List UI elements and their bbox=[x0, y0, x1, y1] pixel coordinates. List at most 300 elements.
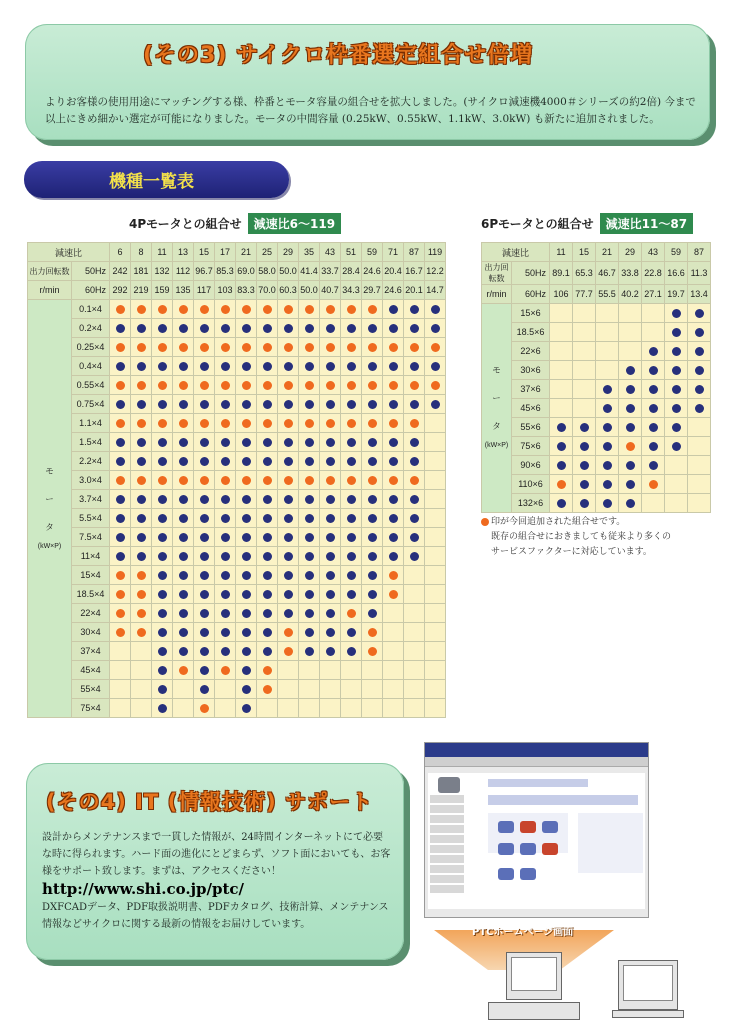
combo-cell bbox=[173, 376, 194, 395]
combo-cell bbox=[236, 376, 257, 395]
combo-cell bbox=[341, 471, 362, 490]
combo-cell bbox=[236, 414, 257, 433]
combo-cell bbox=[425, 604, 446, 623]
existing-combo-dot bbox=[672, 385, 681, 394]
combo-cell bbox=[278, 604, 299, 623]
existing-combo-dot bbox=[242, 647, 251, 656]
combo-cell bbox=[619, 418, 642, 437]
table-row bbox=[28, 452, 446, 471]
combo-cell bbox=[152, 566, 173, 585]
combo-cell bbox=[215, 680, 236, 699]
combo-cell bbox=[152, 395, 173, 414]
combo-cell bbox=[619, 304, 642, 323]
existing-combo-dot bbox=[672, 442, 681, 451]
combo-cell bbox=[688, 304, 711, 323]
table-row bbox=[28, 471, 446, 490]
new-combo-dot bbox=[116, 381, 125, 390]
combo-cell bbox=[215, 547, 236, 566]
existing-combo-dot bbox=[179, 438, 188, 447]
combo-cell bbox=[257, 680, 278, 699]
motor-capacity: 90×6 bbox=[512, 456, 550, 475]
combo-cell bbox=[194, 547, 215, 566]
existing-combo-dot bbox=[242, 666, 251, 675]
existing-combo-dot bbox=[626, 366, 635, 375]
combo-cell bbox=[152, 585, 173, 604]
motor-capacity: 15×4 bbox=[72, 566, 110, 585]
hz50-label: 50Hz bbox=[512, 262, 550, 285]
combo-cell bbox=[236, 319, 257, 338]
existing-combo-dot bbox=[389, 533, 398, 542]
combo-cell bbox=[194, 490, 215, 509]
combo-cell bbox=[320, 566, 341, 585]
speed-60hz-value: 159 bbox=[152, 281, 173, 300]
combo-cell bbox=[425, 414, 446, 433]
speed-60hz-value: 14.7 bbox=[425, 281, 446, 300]
speed-50hz-value: 41.4 bbox=[299, 262, 320, 281]
existing-combo-dot bbox=[200, 400, 209, 409]
new-combo-dot bbox=[158, 476, 167, 485]
existing-combo-dot bbox=[305, 438, 314, 447]
combo-cell bbox=[665, 323, 688, 342]
combo-cell bbox=[642, 399, 665, 418]
computer-body-icon bbox=[488, 1002, 580, 1020]
combo-cell bbox=[173, 642, 194, 661]
motor-capacity: 0.2×4 bbox=[72, 319, 110, 338]
combo-cell bbox=[550, 361, 573, 380]
existing-combo-dot bbox=[649, 442, 658, 451]
existing-combo-dot bbox=[137, 457, 146, 466]
new-combo-dot bbox=[137, 476, 146, 485]
combo-cell bbox=[110, 300, 131, 319]
section4-text bbox=[42, 829, 392, 933]
combo-cell bbox=[278, 395, 299, 414]
ratio-value: 87 bbox=[688, 243, 711, 262]
existing-combo-dot bbox=[263, 628, 272, 637]
table-row bbox=[28, 414, 446, 433]
combo-cell bbox=[110, 452, 131, 471]
combo-cell bbox=[665, 361, 688, 380]
existing-combo-dot bbox=[672, 347, 681, 356]
combo-cell bbox=[550, 475, 573, 494]
existing-combo-dot bbox=[284, 590, 293, 599]
existing-combo-dot bbox=[284, 514, 293, 523]
existing-combo-dot bbox=[431, 305, 440, 314]
existing-combo-dot bbox=[389, 514, 398, 523]
combo-cell bbox=[257, 547, 278, 566]
combo-cell bbox=[320, 680, 341, 699]
speed-60hz-value: 19.7 bbox=[665, 285, 688, 304]
existing-combo-dot bbox=[137, 495, 146, 504]
existing-combo-dot bbox=[695, 404, 704, 413]
new-combo-dot bbox=[368, 647, 377, 656]
combo-cell bbox=[110, 661, 131, 680]
new-combo-dot bbox=[116, 419, 125, 428]
section4-url[interactable]: http://www.shi.co.jp/ptc/ bbox=[42, 880, 244, 898]
combo-cell bbox=[320, 395, 341, 414]
existing-combo-dot bbox=[557, 461, 566, 470]
unit-header: r/min bbox=[482, 285, 512, 304]
combo-cell bbox=[194, 680, 215, 699]
new-combo-dot bbox=[368, 419, 377, 428]
existing-combo-dot bbox=[158, 647, 167, 656]
motor-capacity: 37×4 bbox=[72, 642, 110, 661]
combo-cell bbox=[194, 661, 215, 680]
combo-cell bbox=[278, 509, 299, 528]
combo-cell bbox=[257, 585, 278, 604]
existing-combo-dot bbox=[672, 309, 681, 318]
motor-capacity: 15×6 bbox=[512, 304, 550, 323]
table-row bbox=[28, 509, 446, 528]
combo-cell bbox=[257, 623, 278, 642]
motor-capacity: 55×6 bbox=[512, 418, 550, 437]
new-combo-dot bbox=[158, 419, 167, 428]
speed-50hz-value: 96.7 bbox=[194, 262, 215, 281]
table-row bbox=[482, 380, 711, 399]
ratio-value: 87 bbox=[404, 243, 425, 262]
new-combo-dot bbox=[368, 476, 377, 485]
speed-50hz-value: 85.3 bbox=[215, 262, 236, 281]
existing-combo-dot bbox=[200, 590, 209, 599]
existing-combo-dot bbox=[326, 324, 335, 333]
new-combo-dot bbox=[263, 381, 272, 390]
combo-cell bbox=[425, 623, 446, 642]
combo-cell bbox=[278, 471, 299, 490]
motor-capacity: 18.5×4 bbox=[72, 585, 110, 604]
combo-cell bbox=[383, 471, 404, 490]
speed-50hz-value: 50.0 bbox=[278, 262, 299, 281]
existing-combo-dot bbox=[221, 400, 230, 409]
existing-combo-dot bbox=[305, 495, 314, 504]
combo-cell bbox=[320, 300, 341, 319]
speed-60hz-value: 29.7 bbox=[362, 281, 383, 300]
existing-combo-dot bbox=[305, 609, 314, 618]
combo-cell bbox=[215, 357, 236, 376]
combo-cell bbox=[404, 433, 425, 452]
existing-combo-dot bbox=[221, 438, 230, 447]
combo-cell bbox=[362, 338, 383, 357]
existing-combo-dot bbox=[221, 514, 230, 523]
combo-cell bbox=[131, 604, 152, 623]
screenshot-page bbox=[428, 773, 645, 909]
combo-cell bbox=[341, 623, 362, 642]
combo-cell bbox=[299, 680, 320, 699]
combo-cell bbox=[215, 566, 236, 585]
combo-cell bbox=[152, 300, 173, 319]
new-combo-dot bbox=[116, 609, 125, 618]
motor-capacity: 0.25×4 bbox=[72, 338, 110, 357]
combo-cell bbox=[236, 661, 257, 680]
new-combo-dot bbox=[326, 343, 335, 352]
combo-cell bbox=[299, 376, 320, 395]
new-combo-dot bbox=[263, 476, 272, 485]
existing-combo-dot bbox=[695, 366, 704, 375]
ratio-value: 6 bbox=[110, 243, 131, 262]
combo-cell bbox=[665, 304, 688, 323]
existing-combo-dot bbox=[695, 309, 704, 318]
combo-cell bbox=[665, 494, 688, 513]
combo-cell bbox=[573, 456, 596, 475]
existing-combo-dot bbox=[557, 423, 566, 432]
combo-cell bbox=[173, 604, 194, 623]
existing-combo-dot bbox=[116, 400, 125, 409]
combo-cell bbox=[619, 380, 642, 399]
combo-cell bbox=[320, 528, 341, 547]
motor-capacity: 2.2×4 bbox=[72, 452, 110, 471]
existing-combo-dot bbox=[410, 457, 419, 466]
combo-cell bbox=[215, 376, 236, 395]
motor-capacity: 1.5×4 bbox=[72, 433, 110, 452]
new-combo-dot bbox=[410, 343, 419, 352]
combo-cell bbox=[320, 338, 341, 357]
combo-cell bbox=[425, 376, 446, 395]
existing-combo-dot bbox=[672, 328, 681, 337]
combo-cell bbox=[320, 509, 341, 528]
combo-cell bbox=[257, 490, 278, 509]
existing-combo-dot bbox=[389, 495, 398, 504]
combo-cell bbox=[362, 547, 383, 566]
motor-capacity: 11×4 bbox=[72, 547, 110, 566]
combo-cell bbox=[341, 433, 362, 452]
combo-cell bbox=[341, 604, 362, 623]
combo-cell bbox=[404, 623, 425, 642]
existing-combo-dot bbox=[137, 324, 146, 333]
existing-combo-dot bbox=[221, 571, 230, 580]
combo-cell bbox=[257, 319, 278, 338]
combo-cell bbox=[383, 680, 404, 699]
speed-60hz-value: 219 bbox=[131, 281, 152, 300]
combo-cell bbox=[383, 528, 404, 547]
combo-cell bbox=[278, 452, 299, 471]
existing-combo-dot bbox=[284, 457, 293, 466]
table6p-title: 6Pモータとの組合せ bbox=[481, 217, 594, 231]
existing-combo-dot bbox=[347, 590, 356, 599]
combo-cell bbox=[320, 623, 341, 642]
combo-cell bbox=[383, 490, 404, 509]
section4-body1: 設計からメンテナンスまで一貫した情報が、24時間インターネットにて必要な時に得られます。ハード面の進化にとどまらず、ソフト面においても、お客様をサポート致します。まずは、アクセスください！ bbox=[42, 832, 391, 877]
new-combo-dot bbox=[284, 343, 293, 352]
combo-cell bbox=[404, 376, 425, 395]
table-row bbox=[482, 342, 711, 361]
combo-cell bbox=[131, 414, 152, 433]
new-combo-dot bbox=[179, 343, 188, 352]
new-combo-dot bbox=[389, 571, 398, 580]
new-combo-dot bbox=[263, 419, 272, 428]
new-combo-dot bbox=[179, 419, 188, 428]
motor-capacity: 3.7×4 bbox=[72, 490, 110, 509]
combo-cell bbox=[341, 452, 362, 471]
combo-cell bbox=[278, 319, 299, 338]
combo-cell bbox=[131, 490, 152, 509]
combo-cell bbox=[619, 361, 642, 380]
combo-cell bbox=[215, 471, 236, 490]
combo-cell bbox=[341, 414, 362, 433]
screenshot-product-1 bbox=[498, 821, 514, 833]
combo-cell bbox=[642, 323, 665, 342]
existing-combo-dot bbox=[137, 362, 146, 371]
new-combo-dot bbox=[410, 476, 419, 485]
new-combo-dot bbox=[347, 343, 356, 352]
existing-combo-dot bbox=[158, 457, 167, 466]
combo-cell bbox=[299, 661, 320, 680]
combo-cell bbox=[110, 604, 131, 623]
combo-cell bbox=[573, 380, 596, 399]
combo-cell bbox=[320, 452, 341, 471]
combo-cell bbox=[596, 475, 619, 494]
motor-capacity: 75×6 bbox=[512, 437, 550, 456]
new-combo-dot bbox=[389, 419, 398, 428]
combo-cell bbox=[299, 566, 320, 585]
existing-combo-dot bbox=[158, 400, 167, 409]
existing-combo-dot bbox=[347, 457, 356, 466]
existing-combo-dot bbox=[137, 552, 146, 561]
combo-cell bbox=[619, 342, 642, 361]
screenshot-header-block bbox=[488, 779, 588, 787]
combo-cell bbox=[173, 623, 194, 642]
existing-combo-dot bbox=[431, 400, 440, 409]
existing-combo-dot bbox=[368, 324, 377, 333]
speed-50hz-value: 12.2 bbox=[425, 262, 446, 281]
existing-combo-dot bbox=[695, 328, 704, 337]
new-combo-dot bbox=[410, 419, 419, 428]
combo-cell bbox=[383, 661, 404, 680]
combo-cell bbox=[341, 338, 362, 357]
motor-capacity: 22×6 bbox=[512, 342, 550, 361]
new-combo-dot bbox=[389, 381, 398, 390]
existing-combo-dot bbox=[389, 362, 398, 371]
existing-combo-dot bbox=[116, 324, 125, 333]
combo-cell bbox=[320, 433, 341, 452]
laptop-base-icon bbox=[612, 1010, 684, 1018]
existing-combo-dot bbox=[263, 438, 272, 447]
existing-combo-dot bbox=[221, 495, 230, 504]
combo-cell bbox=[688, 380, 711, 399]
existing-combo-dot bbox=[347, 552, 356, 561]
combo-cell bbox=[194, 319, 215, 338]
combo-cell bbox=[173, 699, 194, 718]
combo-cell bbox=[425, 547, 446, 566]
existing-combo-dot bbox=[626, 499, 635, 508]
combo-cell bbox=[688, 418, 711, 437]
combo-cell bbox=[236, 490, 257, 509]
table-row bbox=[482, 456, 711, 475]
existing-combo-dot bbox=[649, 347, 658, 356]
combo-cell bbox=[404, 509, 425, 528]
combo-cell bbox=[383, 699, 404, 718]
combo-cell bbox=[573, 361, 596, 380]
combo-cell bbox=[404, 395, 425, 414]
combo-cell bbox=[425, 395, 446, 414]
motor-capacity: 3.0×4 bbox=[72, 471, 110, 490]
speed-header: 出力回転数 bbox=[482, 262, 512, 285]
combo-cell bbox=[596, 361, 619, 380]
combo-cell bbox=[550, 399, 573, 418]
new-combo-dot bbox=[116, 571, 125, 580]
motor-capacity: 7.5×4 bbox=[72, 528, 110, 547]
existing-combo-dot bbox=[263, 552, 272, 561]
motor-capacity: 0.4×4 bbox=[72, 357, 110, 376]
ratio-value: 71 bbox=[383, 243, 404, 262]
existing-combo-dot bbox=[179, 514, 188, 523]
combo-cell bbox=[341, 490, 362, 509]
combo-cell bbox=[404, 585, 425, 604]
combo-cell bbox=[257, 528, 278, 547]
existing-combo-dot bbox=[221, 590, 230, 599]
new-combo-dot bbox=[158, 305, 167, 314]
combo-cell bbox=[404, 338, 425, 357]
combo-cell bbox=[642, 361, 665, 380]
new-combo-dot bbox=[116, 305, 125, 314]
combo-cell bbox=[215, 661, 236, 680]
existing-combo-dot bbox=[284, 609, 293, 618]
combo-cell bbox=[404, 319, 425, 338]
combo-cell bbox=[362, 699, 383, 718]
combo-cell bbox=[257, 509, 278, 528]
unit-header: r/min bbox=[28, 281, 72, 300]
new-combo-dot bbox=[263, 343, 272, 352]
combo-cell bbox=[215, 623, 236, 642]
combo-cell bbox=[257, 642, 278, 661]
existing-combo-dot bbox=[242, 495, 251, 504]
table-row bbox=[28, 376, 446, 395]
combo-cell bbox=[688, 399, 711, 418]
combo-cell bbox=[257, 699, 278, 718]
section4-title: (その4) IT (情報技術) サポート bbox=[46, 790, 374, 814]
combo-cell bbox=[425, 300, 446, 319]
existing-combo-dot bbox=[368, 514, 377, 523]
combo-cell bbox=[194, 452, 215, 471]
combo-cell bbox=[110, 357, 131, 376]
ratio-value: 11 bbox=[550, 243, 573, 262]
combo-cell bbox=[110, 547, 131, 566]
combo-cell bbox=[299, 585, 320, 604]
speed-50hz-value: 69.0 bbox=[236, 262, 257, 281]
combo-cell bbox=[173, 357, 194, 376]
existing-combo-dot bbox=[200, 685, 209, 694]
combo-cell bbox=[341, 547, 362, 566]
table-row bbox=[28, 490, 446, 509]
existing-combo-dot bbox=[242, 552, 251, 561]
table-row bbox=[28, 680, 446, 699]
existing-combo-dot bbox=[158, 324, 167, 333]
combo-cell bbox=[173, 414, 194, 433]
section3-title: (その3) サイクロ枠番選定組合せ倍増 bbox=[143, 43, 534, 68]
combo-cell bbox=[341, 661, 362, 680]
existing-combo-dot bbox=[368, 571, 377, 580]
combo-cell bbox=[194, 585, 215, 604]
speed-50hz-value: 65.3 bbox=[573, 262, 596, 285]
existing-combo-dot bbox=[347, 628, 356, 637]
speed-60hz-value: 117 bbox=[194, 281, 215, 300]
combo-cell bbox=[299, 319, 320, 338]
new-combo-dot bbox=[368, 381, 377, 390]
existing-combo-dot bbox=[158, 685, 167, 694]
existing-combo-dot bbox=[626, 461, 635, 470]
combo-cell bbox=[619, 399, 642, 418]
combo-cell bbox=[236, 357, 257, 376]
combo-cell bbox=[425, 566, 446, 585]
existing-combo-dot bbox=[179, 571, 188, 580]
combo-cell bbox=[215, 395, 236, 414]
combo-cell bbox=[152, 338, 173, 357]
combo-cell bbox=[596, 418, 619, 437]
existing-combo-dot bbox=[158, 628, 167, 637]
combo-cell bbox=[362, 490, 383, 509]
ratio-value: 119 bbox=[425, 243, 446, 262]
combo-cell bbox=[688, 342, 711, 361]
existing-combo-dot bbox=[158, 362, 167, 371]
new-combo-dot bbox=[200, 305, 209, 314]
combo-cell bbox=[257, 300, 278, 319]
